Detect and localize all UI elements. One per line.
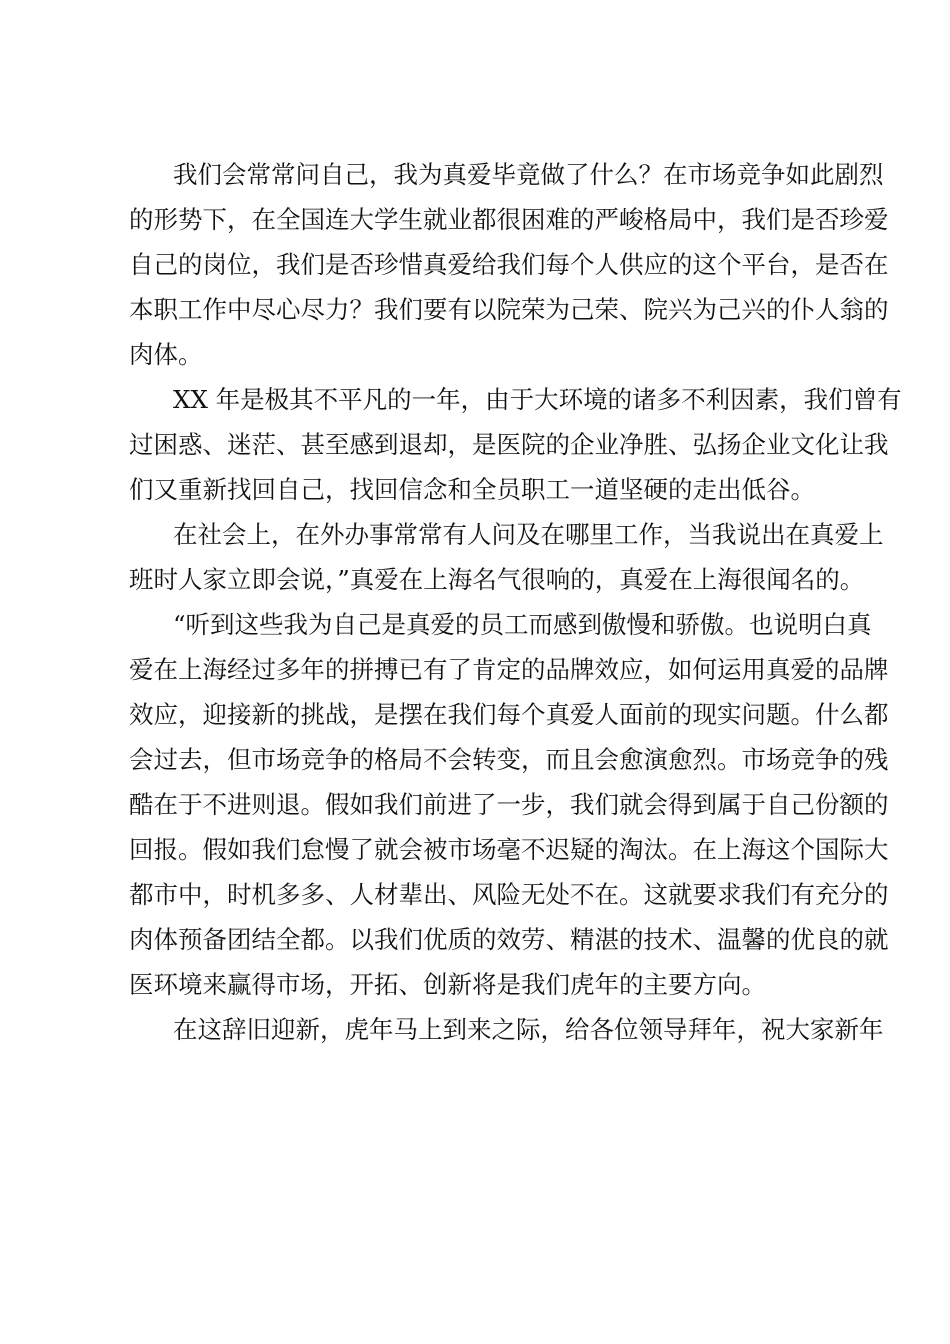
paragraph-2-line-3: 们又重新找回自己，找回信念和全员职工一道坚硬的走出低谷。 <box>129 475 815 504</box>
paragraph-1-line-5: 肉体。 <box>129 340 203 369</box>
paragraph-1-line-3: 自己的岗位，我们是否珍惜真爱给我们每个人供应的这个平台，是否在 <box>129 250 889 279</box>
paragraph-4-line-8: 肉体预备团结全都。以我们优质的效劳、精湛的技术、温馨的优良的就 <box>129 925 889 954</box>
paragraph-4-line-9: 医环境来赢得市场，开拓、创新将是我们虎年的主要方向。 <box>129 970 766 999</box>
paragraph-4-line-3: 效应，迎接新的挑战，是摆在我们每个真爱人面前的现实问题。什么都 <box>129 700 889 729</box>
paragraph-1-line-2: 的形势下，在全国连大学生就业都很困难的严峻格局中，我们是否珍爱 <box>129 205 889 234</box>
paragraph-2-line-1: XX 年是极其不平凡的一年，由于大环境的诸多不利因素，我们曾有 <box>173 385 902 414</box>
paragraph-4-line-2: 爱在上海经过多年的拼搏已有了肯定的品牌效应，如何运用真爱的品牌 <box>129 655 889 684</box>
paragraph-1-line-4: 本职工作中尽心尽力？我们要有以院荣为己荣、院兴为己兴的仆人翁的 <box>129 295 889 324</box>
paragraph-4-line-7: 都市中，时机多多、人材辈出、风险无处不在。这就要求我们有充分的 <box>129 880 889 909</box>
paragraph-2-line-2: 过困惑、迷茫、甚至感到退却，是医院的企业净胜、弘扬企业文化让我 <box>129 430 889 459</box>
paragraph-4-line-6: 回报。假如我们怠慢了就会被市场毫不迟疑的淘汰。在上海这个国际大 <box>129 835 889 864</box>
paragraph-1-line-1: 我们会常常问自己，我为真爱毕竟做了什么？在市场竞争如此剧烈 <box>173 160 884 189</box>
paragraph-4-line-4: 会过去，但市场竞争的格局不会转变，而且会愈演愈烈。市场竞争的残 <box>129 745 889 774</box>
paragraph-4-line-1: “听到这些我为自己是真爱的员工而感到傲慢和骄傲。也说明白真 <box>173 610 872 639</box>
paragraph-3-line-1: 在社会上，在外办事常常有人问及在哪里工作，当我说出在真爱上 <box>173 520 884 549</box>
paragraph-5-line-1: 在这辞旧迎新，虎年马上到来之际，给各位领导拜年，祝大家新年 <box>173 1015 884 1044</box>
paragraph-4-line-5: 酷在于不进则退。假如我们前进了一步，我们就会得到属于自己份额的 <box>129 790 889 819</box>
paragraph-3-line-2: 班时人家立即会说，”真爱在上海名气很响的，真爱在上海很闻名的。 <box>129 565 865 594</box>
